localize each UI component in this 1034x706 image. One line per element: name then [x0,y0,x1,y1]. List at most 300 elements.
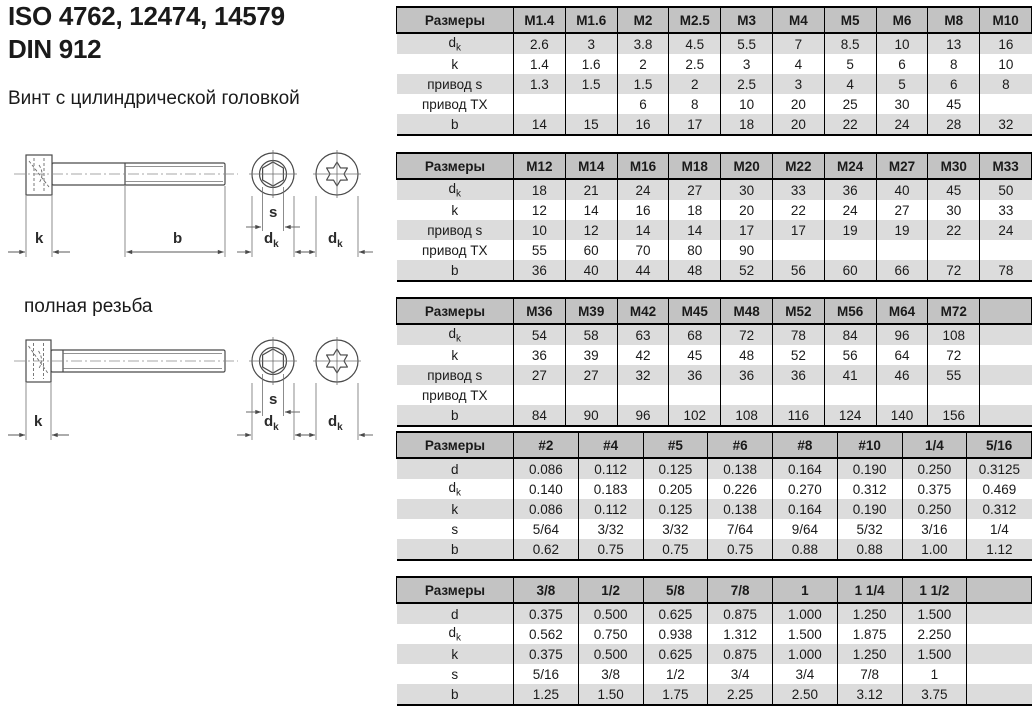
value-cell: 3.75 [902,684,967,705]
value-cell: 0.086 [514,458,579,479]
value-cell: 90 [565,405,617,426]
value-cell: 7/8 [837,664,902,684]
value-cell: 48 [721,345,773,365]
row-label: b [397,405,514,426]
column-header: Размеры [397,7,514,33]
header-row [397,7,1032,33]
screw-side-view [14,340,238,382]
column-header: M52 [772,298,824,324]
column-header [967,577,1032,603]
value-cell: 3/4 [773,664,838,684]
value-cell: 36 [721,365,773,385]
spec-table-host-inch-large [396,576,1032,706]
standards-title: ISO 4762, 12474, 14579 [8,1,285,31]
row-label: k [397,644,514,664]
table-row [397,499,1032,519]
table-row [397,324,1032,345]
value-cell: 80 [669,240,721,260]
value-cell: 156 [928,405,980,426]
value-cell: 102 [669,405,721,426]
column-header: #6 [708,432,773,458]
value-cell [617,385,669,405]
value-cell: 1.00 [902,539,967,560]
table-row [397,644,1032,664]
column-header: M14 [565,153,617,179]
screw-side-view [14,155,238,195]
table-row [397,684,1032,705]
value-cell [876,385,928,405]
value-cell: 0.875 [708,644,773,664]
dimension-label-b: b [173,230,183,247]
value-cell: 78 [772,324,824,345]
value-cell: 3.12 [837,684,902,705]
column-header: 3/8 [514,577,579,603]
column-header: M56 [824,298,876,324]
value-cell: 1.500 [902,603,967,624]
column-header: M36 [514,298,566,324]
value-cell: 33 [980,200,1032,220]
value-cell: 0.375 [514,644,579,664]
row-label: b [397,114,514,135]
value-cell: 20 [772,114,824,135]
value-cell: 0.75 [578,539,643,560]
value-cell: 1.500 [773,624,838,644]
table-row [397,365,1032,385]
value-cell: 0.250 [902,499,967,519]
value-cell: 41 [824,365,876,385]
value-cell: 42 [617,345,669,365]
value-cell: 72 [928,345,980,365]
value-cell: 0.625 [643,603,708,624]
value-cell: 18 [669,200,721,220]
row-label: k [397,54,514,74]
spec-table-metric-m12-to-m33 [396,152,1032,282]
value-cell: 63 [617,324,669,345]
row-label: d [397,458,514,479]
row-label: привод TX [397,94,514,114]
value-cell: 96 [617,405,669,426]
column-header: Размеры [397,577,514,603]
value-cell [824,385,876,405]
column-header: 1 [773,577,838,603]
value-cell: 0.125 [643,458,708,479]
value-cell: 40 [565,260,617,281]
column-header: #4 [578,432,643,458]
dimension-label-dk-4: $d_k$ [328,413,343,433]
row-label: k [397,345,514,365]
value-cell: 22 [824,114,876,135]
value-cell: 2.25 [708,684,773,705]
value-cell: 21 [565,179,617,200]
value-cell [980,324,1032,345]
spec-table-host-inch-small [396,431,1032,561]
value-cell: 52 [721,260,773,281]
column-header: M1.6 [565,7,617,33]
row-label: привод s [397,220,514,240]
value-cell: 10 [876,33,928,54]
column-header: M5 [824,7,876,33]
value-cell [928,240,980,260]
value-cell: 45 [928,94,980,114]
value-cell: 60 [824,260,876,281]
value-cell: 28 [928,114,980,135]
value-cell: 48 [669,260,721,281]
value-cell: 36 [669,365,721,385]
value-cell [980,345,1032,365]
value-cell [980,94,1032,114]
value-cell: 1.875 [837,624,902,644]
value-cell: 60 [565,240,617,260]
table-row [397,664,1032,684]
dimension-k [8,196,70,257]
value-cell: 18 [721,114,773,135]
value-cell: 24 [980,220,1032,240]
table-row [397,458,1032,479]
value-cell: 3/32 [578,519,643,539]
table-row [397,200,1032,220]
value-cell: 6 [617,94,669,114]
value-cell: 1.000 [773,603,838,624]
value-cell: 5/64 [514,519,579,539]
value-cell: 84 [514,405,566,426]
value-cell [772,240,824,260]
value-cell: 27 [565,365,617,385]
header-row [397,298,1032,324]
row-label: s [397,519,514,539]
value-cell: 14 [617,220,669,240]
value-cell: 3/16 [902,519,967,539]
value-cell: 24 [876,114,928,135]
table-row [397,260,1032,281]
value-cell: 4 [824,74,876,94]
value-cell: 0.500 [578,603,643,624]
value-cell: 22 [772,200,824,220]
value-cell: 32 [980,114,1032,135]
value-cell: 96 [876,324,928,345]
value-cell: 0.125 [643,499,708,519]
row-label: k [397,200,514,220]
value-cell: 33 [772,179,824,200]
value-cell [967,664,1032,684]
value-cell: 1 [902,664,967,684]
value-cell: 54 [514,324,566,345]
value-cell: 36 [514,345,566,365]
value-cell: 1.6 [565,54,617,74]
column-header [980,298,1032,324]
value-cell: 3/8 [578,664,643,684]
value-cell: 27 [514,365,566,385]
value-cell: 1.4 [514,54,566,74]
value-cell: 46 [876,365,928,385]
spec-table-metric-m1-4-to-m10 [396,6,1032,136]
value-cell: 8 [928,54,980,74]
column-header: M3 [721,7,773,33]
value-cell [565,385,617,405]
value-cell: 18 [514,179,566,200]
row-label: $d_k$ [397,324,514,345]
column-header: M1.4 [514,7,566,33]
value-cell: 4.5 [669,33,721,54]
value-cell [967,603,1032,624]
value-cell: 40 [876,179,928,200]
header-row [397,432,1032,458]
table-row [397,405,1032,426]
value-cell: 16 [980,33,1032,54]
value-cell: 36 [824,179,876,200]
value-cell: 84 [824,324,876,345]
value-cell [967,624,1032,644]
column-header: M27 [876,153,928,179]
value-cell: 72 [928,260,980,281]
column-header: #10 [837,432,902,458]
column-header: #8 [773,432,838,458]
value-cell: 1/2 [643,664,708,684]
column-header: 1 1/4 [837,577,902,603]
value-cell: 0.226 [708,479,773,499]
value-cell: 78 [980,260,1032,281]
value-cell: 3 [721,54,773,74]
value-cell: 70 [617,240,669,260]
column-header: M64 [876,298,928,324]
column-header: M33 [980,153,1032,179]
dimension-k [8,383,69,440]
table-row [397,385,1032,405]
value-cell: 52 [772,345,824,365]
value-cell: 3.8 [617,33,669,54]
spec-table-host-metric-small [396,6,1032,136]
value-cell: 8 [980,74,1032,94]
value-cell: 0.375 [902,479,967,499]
column-header: M48 [721,298,773,324]
dimension-label-s-2: s [269,391,278,408]
value-cell: 5 [876,74,928,94]
value-cell: 1.12 [967,539,1032,560]
column-header: Размеры [397,432,514,458]
value-cell: 124 [824,405,876,426]
value-cell: 0.312 [837,479,902,499]
value-cell: 0.183 [578,479,643,499]
column-header: #2 [514,432,579,458]
value-cell: 22 [928,220,980,240]
value-cell: 0.625 [643,644,708,664]
value-cell: 0.75 [643,539,708,560]
value-cell: 64 [876,345,928,365]
spec-table-host-metric-large [396,297,1032,427]
value-cell: 0.270 [773,479,838,499]
value-cell: 0.138 [708,499,773,519]
value-cell [928,385,980,405]
value-cell [980,365,1032,385]
value-cell: 0.112 [578,499,643,519]
value-cell: 2.250 [902,624,967,644]
value-cell: 2.5 [721,74,773,94]
column-header: M12 [514,153,566,179]
row-label: s [397,664,514,684]
product-name: Винт с цилиндрической головкой [8,88,300,109]
dimension-label-dk-2: $d_k$ [328,230,343,250]
value-cell: 13 [928,33,980,54]
value-cell [980,405,1032,426]
value-cell: 39 [565,345,617,365]
value-cell: 2 [669,74,721,94]
value-cell: 55 [928,365,980,385]
column-header: 1 1/2 [902,577,967,603]
row-label: b [397,539,514,560]
value-cell: 14 [669,220,721,240]
column-header: M39 [565,298,617,324]
column-header: 1/4 [902,432,967,458]
value-cell: 45 [928,179,980,200]
value-cell: 56 [772,260,824,281]
value-cell: 0.500 [578,644,643,664]
value-cell: 6 [876,54,928,74]
value-cell: 36 [772,365,824,385]
row-label: b [397,684,514,705]
table-row [397,345,1032,365]
row-label: $d_k$ [397,33,514,54]
value-cell: 0.205 [643,479,708,499]
column-header: M42 [617,298,669,324]
value-cell: 3/32 [643,519,708,539]
value-cell: 0.62 [514,539,579,560]
column-header: M8 [928,7,980,33]
value-cell: 0.112 [578,458,643,479]
value-cell: 0.164 [773,499,838,519]
value-cell: 72 [721,324,773,345]
spec-table-host-metric-medium [396,152,1032,282]
column-header: 5/16 [967,432,1032,458]
value-cell: 0.469 [967,479,1032,499]
value-cell: 58 [565,324,617,345]
value-cell [876,240,928,260]
value-cell [514,94,566,114]
dimension-label-k-2: k [34,413,43,430]
value-cell [669,385,721,405]
column-header: M45 [669,298,721,324]
value-cell: 55 [514,240,566,260]
value-cell: 36 [514,260,566,281]
row-label: k [397,499,514,519]
table-row [397,33,1032,54]
value-cell [565,94,617,114]
table-row [397,240,1032,260]
value-cell: 0.250 [902,458,967,479]
value-cell: 0.164 [773,458,838,479]
value-cell: 45 [669,345,721,365]
value-cell: 0.562 [514,624,579,644]
value-cell: 16 [617,200,669,220]
value-cell: 0.312 [967,499,1032,519]
row-label: $d_k$ [397,624,514,644]
value-cell: 17 [721,220,773,240]
column-header: 5/8 [643,577,708,603]
value-cell: 30 [928,200,980,220]
value-cell: 0.375 [514,603,579,624]
value-cell: 7 [772,33,824,54]
value-cell: 17 [772,220,824,240]
column-header: M20 [721,153,773,179]
value-cell: 1.250 [837,644,902,664]
value-cell: 1.500 [902,644,967,664]
row-label: $d_k$ [397,479,514,499]
header-row [397,577,1032,603]
value-cell: 20 [772,94,824,114]
value-cell: 0.750 [578,624,643,644]
value-cell: 5/32 [837,519,902,539]
table-row [397,539,1032,560]
value-cell: 66 [876,260,928,281]
row-label: $d_k$ [397,179,514,200]
value-cell: 10 [980,54,1032,74]
dimension-label-dk-3: $d_k$ [264,413,279,433]
column-header: M6 [876,7,928,33]
column-header: M30 [928,153,980,179]
value-cell: 1.312 [708,624,773,644]
row-label: d [397,603,514,624]
value-cell: 1.5 [565,74,617,94]
value-cell: 0.086 [514,499,579,519]
column-header: M22 [772,153,824,179]
value-cell: 14 [514,114,566,135]
value-cell: 0.190 [837,499,902,519]
table-row [397,114,1032,135]
row-label: привод s [397,74,514,94]
value-cell: 1.75 [643,684,708,705]
value-cell: 8 [669,94,721,114]
value-cell [967,684,1032,705]
value-cell: 5 [824,54,876,74]
din-title: DIN 912 [8,34,102,64]
value-cell: 12 [565,220,617,240]
value-cell: 108 [721,405,773,426]
spec-table-inch-3-8-to-1-1-2 [396,576,1032,706]
value-cell: 17 [669,114,721,135]
table-row [397,74,1032,94]
value-cell: 6 [928,74,980,94]
column-header: M72 [928,298,980,324]
value-cell: 24 [617,179,669,200]
value-cell: 2 [617,54,669,74]
column-header: M2 [617,7,669,33]
value-cell: 30 [721,179,773,200]
value-cell: 108 [928,324,980,345]
column-header: M2.5 [669,7,721,33]
table-row [397,54,1032,74]
value-cell: 5.5 [721,33,773,54]
value-cell [772,385,824,405]
value-cell [967,644,1032,664]
value-cell: 19 [824,220,876,240]
value-cell: 1/4 [967,519,1032,539]
row-label: привод s [397,365,514,385]
value-cell: 24 [824,200,876,220]
value-cell: 12 [514,200,566,220]
value-cell: 32 [617,365,669,385]
value-cell [980,240,1032,260]
dimension-label-k-1: k [35,230,44,247]
value-cell: 1.250 [837,603,902,624]
value-cell: 2.50 [773,684,838,705]
value-cell [721,385,773,405]
column-header: Размеры [397,298,514,324]
value-cell: 3/4 [708,664,773,684]
table-row [397,179,1032,200]
value-cell: 2.5 [669,54,721,74]
value-cell: 0.138 [708,458,773,479]
value-cell [980,385,1032,405]
spec-table-metric-m36-to-m72 [396,297,1032,427]
value-cell: 10 [514,220,566,240]
